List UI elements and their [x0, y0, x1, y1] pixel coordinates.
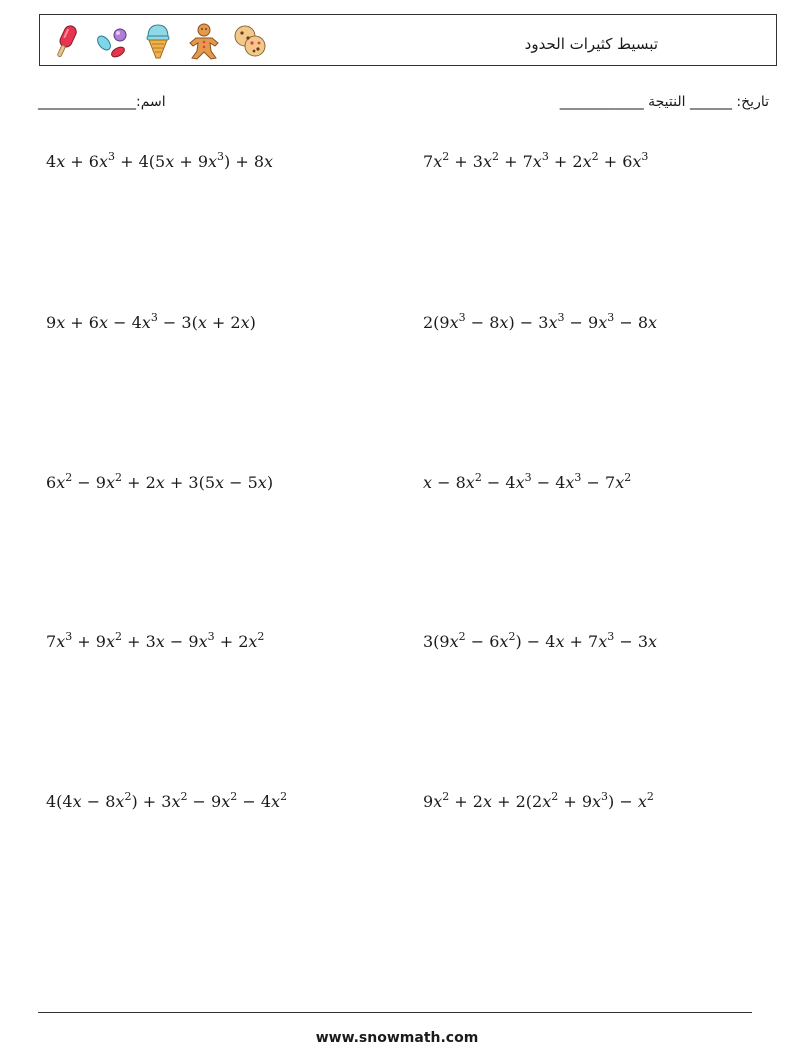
problem-7: $7x^3 + 9x^2 + 3x - 9x^3 + 2x^2$: [46, 630, 265, 651]
problem-10: $9x^2 + 2x + 2(2x^2 + 9x^3) - x^2$: [423, 790, 654, 811]
cookies-icon: [232, 21, 268, 61]
problem-9: $4(4x - 8x^2) + 3x^2 - 9x^2 - 4x^2$: [46, 790, 288, 811]
problem-1: $4x + 6x^3 + 4(5x + 9x^3) + 8x$: [46, 150, 274, 171]
problem-4: $2(9x^3 - 8x) - 3x^3 - 9x^3 - 8x$: [423, 311, 658, 332]
score-label: النتيجة: [648, 94, 686, 110]
problem-8: $3(9x^2 - 6x^2) - 4x + 7x^3 - 3x$: [423, 630, 658, 651]
page-title: تبسيط كثيرات الحدود: [524, 35, 658, 53]
gingerbread-man-icon: [186, 21, 222, 61]
date-label: تاريخ:: [736, 94, 769, 110]
name-label: اسم:: [136, 94, 166, 110]
problem-2: $7x^2 + 3x^2 + 7x^3 + 2x^2 + 6x^3$: [423, 150, 649, 171]
date-blank: ______: [689, 94, 732, 110]
footer-divider: [38, 1012, 752, 1013]
score-blank: ____________: [559, 94, 644, 110]
header-icons: [48, 21, 268, 61]
problem-5: $6x^2 - 9x^2 + 2x + 3(5x - 5x)$: [46, 471, 274, 492]
name-blank: ______________: [38, 94, 136, 110]
name-field: [38, 94, 166, 110]
popsicle-icon: [48, 21, 84, 61]
problem-6: $x - 8x^2 - 4x^3 - 4x^3 - 7x^2$: [423, 471, 632, 492]
problem-3: $9x + 6x - 4x^3 - 3(x + 2x)$: [46, 311, 256, 332]
ice-cream-cone-icon: [140, 21, 176, 61]
worksheet-header: [39, 14, 777, 66]
footer-url: www.snowmath.com: [315, 1030, 479, 1046]
date-score-field: [560, 94, 769, 110]
candy-icon: [94, 21, 130, 61]
